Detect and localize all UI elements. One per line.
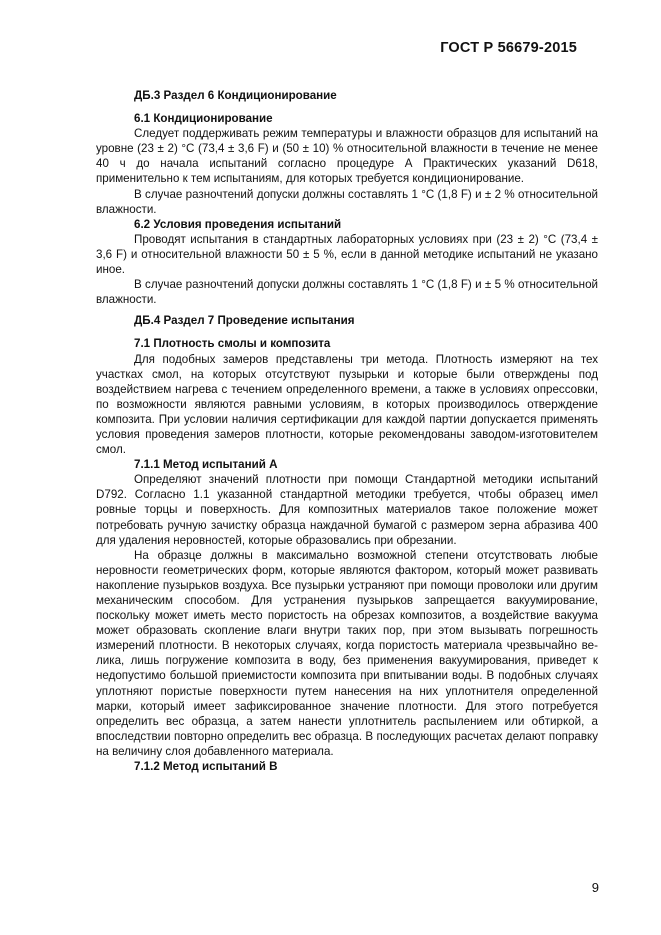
paragraph: В случае разночтений допуски должны составлять 1 °С (1,8 F) и ± 2 % относительной влажности. <box>96 187 598 216</box>
paragraph: Определяют значений плотности при помощи Стандартной методики испытаний D792. Согласно 1.1 указанной стандартной методики требуется, чтобы образец имел ровные торцы и поверхность. Для композитных материалов такое положение может потребовать ручную зачистку образца наждачной бумагой с размером зерна абразива 400 для удаления неровностей, которые образовались при обрезании. <box>96 473 598 547</box>
subsection-heading: 7.1.1 Метод испытаний А <box>134 458 278 472</box>
page-header: ГОСТ Р 56679-2015 <box>440 40 577 56</box>
document-body <box>96 88 598 774</box>
subsection-heading: 7.1.2 Метод испытаний В <box>134 760 278 774</box>
page-number: 9 <box>591 880 599 895</box>
paragraph: Следует поддерживать режим температуры и влажности образцов для испытаний на уровне (23 ± 2) °С (73,4 ± 3,6 F) и (50 ± 10) % относительной влажности в течение не менее 40 ч до начала испытаний согласно процедуре А Практических указаний D618, применительно к тем испытаниям, для которых требуется кондиционирование. <box>96 127 598 186</box>
subsection-heading: 6.2 Условия проведения испытаний <box>134 217 342 231</box>
subsection-heading: 6.1 Кондиционирование <box>134 112 273 126</box>
subsection-heading: 7.1 Плотность смолы и композита <box>134 337 331 351</box>
paragraph: Проводят испытания в стандартных лабораторных условиях при (23 ± 2) °С (73,4 ± 3,6 F) и относительной влажности 50 ± 5 %, если в данной методике испытаний не указано иное. <box>96 232 598 277</box>
section-heading: ДБ.3 Раздел 6 Кондиционирование <box>134 89 337 102</box>
paragraph: Для подобных замеров представлены три метода. Плотность измеряют на тех участках смол, на которых отсутствуют пузырьки и которые были отверждены под воздействием нагрева с течением определенного времени, а также в условиях опрессовки, по возможности являются равными условиям, в которых производилось отверждение композита. При условии наличия сертификации для каждой партии допускается применять условия проведения замеров плотности, которые рекомендованы заводом-изготовителем смол. <box>96 352 598 457</box>
paragraph: На образце должны в максимально возможной степени отсутствовать любые неровности геометрических форм, которые являются фактором, который может развивать накопление пузырьков воздуха. Все пузырьки устраняют при помощи проволоки или другим механическим способом. Для устранения пузырьков запрещается вакуумирование, поскольку может иметь место пористость на обрезах композитов, а воздействие вакуума может образовать скопление влаги внутри таких пор, при этом вызывать погрешность измерений плотности. В некоторых случаях, когда пористость материала чрезвычайно велика, лишь погружение композита в воду, без применения вакуумирования, приведет к недопустимо большой приемистости композита при впитывании воды. В подобных случаях уплотняют пористые поверхности путем нанесения на них уплотнителя определенной марки, который имеет зафиксированное значение плотности. Для этого потребуется определить вес образца, а затем нанести уплотнитель распылением или обтиркой, а впоследствии повторно определить вес образца. В последующих расчетах делают поправку на величину слоя добавленного материала. <box>96 548 598 758</box>
section-heading: ДБ.4 Раздел 7 Проведение испытания <box>134 314 355 328</box>
paragraph: В случае разночтений допуски должны составлять 1 °С (1,8 F) и ± 5 % относительной влажности. <box>96 278 598 307</box>
